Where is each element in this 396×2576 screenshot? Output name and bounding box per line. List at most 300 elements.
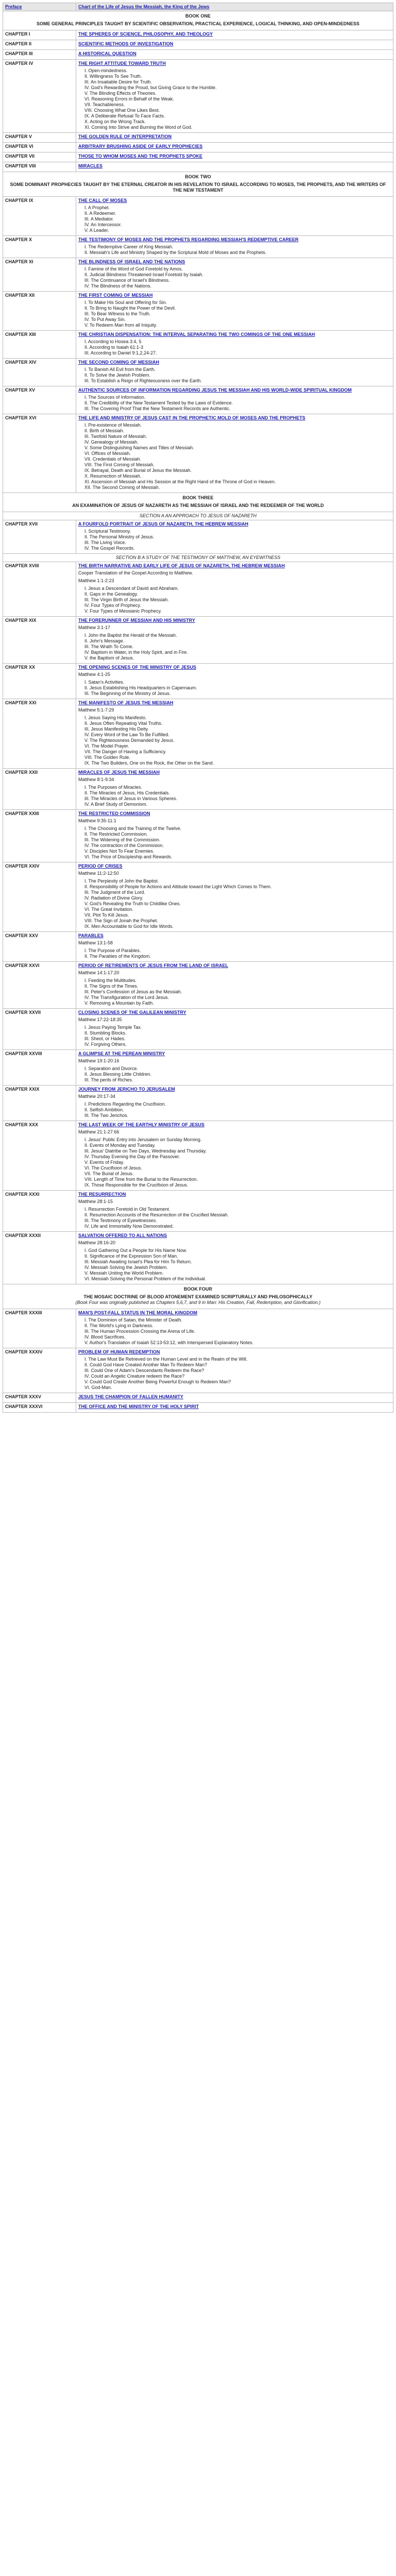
- list-item: V. the Baptism of Jesus.: [84, 655, 134, 660]
- list-item: III. The Covering Proof That the New Testament Records are Authentic.: [84, 406, 231, 411]
- chapter-scripture-ref: Matthew 17:22-18:35: [78, 1017, 122, 1022]
- list-item: IV. Genealogy of Messiah.: [84, 439, 139, 445]
- chapter-link[interactable]: THE BLINDNESS OF ISRAEL AND THE NATIONS: [78, 259, 185, 264]
- list-item: I. Jesus Saying His Manifesto.: [84, 715, 147, 720]
- toc-row: [3, 932, 393, 962]
- list-item: V. Events of Friday.: [84, 1160, 125, 1165]
- toc-row: [3, 236, 393, 258]
- list-item: IV. The Gospel Records.: [84, 546, 135, 551]
- list-item: II. Gaps in the Genealogy.: [84, 591, 138, 597]
- list-item: I. John the Baptist the Herald of the Messiah.: [84, 633, 177, 638]
- book-title: BOOK ONE: [185, 13, 211, 19]
- list-item: III. The Beginning of the Ministry of Jesus.: [84, 691, 171, 696]
- chapter-content: [76, 520, 393, 554]
- toc-row: [3, 258, 393, 292]
- list-item: II. Jesus Establishing His Headquarters in Capernaum.: [84, 685, 197, 690]
- chapter-label: CHAPTER III: [3, 50, 76, 60]
- toc-row: [3, 1086, 393, 1121]
- chapter-scripture-ref: Matthew 20:17-34: [78, 1094, 116, 1099]
- list-item: V. God's Revealing the Truth to Childlike Ones.: [84, 901, 181, 906]
- list-item: IV. Thursday Evening the Day of the Passover.: [84, 1154, 180, 1159]
- list-item: VII. The Burial of Jesus.: [84, 1171, 134, 1176]
- chapter-label: CHAPTER XIX: [3, 617, 76, 664]
- chapter-content: [76, 962, 393, 1009]
- list-item: II. Judicial Blindness Threatened Israel Foretold by Isaiah.: [84, 272, 203, 277]
- chapter-link[interactable]: THOSE TO WHOM MOSES AND THE PROPHETS SPOKE: [78, 154, 203, 159]
- chapter-link[interactable]: THE SPHERES OF SCIENCE, PHILOSOPHY, AND THEOLOGY: [78, 31, 213, 37]
- book-title: BOOK THREE: [182, 495, 214, 500]
- chapter-link[interactable]: THE LAST WEEK OF THE EARTHLY MINISTRY OF JESUS: [78, 1122, 205, 1127]
- chapter-items: [78, 205, 391, 233]
- chapter-label: CHAPTER XXXIII: [3, 1309, 76, 1348]
- book-subtitle: AN EXAMINATION OF JESUS OF NAZARETH AS THE MESSIAH OF ISRAEL AND THE REDEEMER OF THE WORLD: [72, 503, 324, 508]
- chapter-content: [76, 152, 393, 162]
- chapter-content: [76, 331, 393, 359]
- chapter-scripture-ref: Matthew 9:35-11:1: [78, 818, 116, 823]
- list-item: III. A Mediator.: [84, 216, 114, 222]
- chapter-items: [78, 785, 391, 807]
- chapter-link[interactable]: THE OPENING SCENES OF THE MINISTRY OF JESUS: [78, 665, 197, 670]
- list-item: IV. Messiah Solving the Jewish Problem.: [84, 1265, 168, 1270]
- list-item: V. Some Distinguishing Names and Titles of Messiah.: [84, 445, 194, 450]
- chapter-label: CHAPTER XX: [3, 664, 76, 699]
- chapter-items: [78, 1025, 391, 1047]
- toc-row: [3, 769, 393, 810]
- chapter-label: CHAPTER XXX: [3, 1121, 76, 1191]
- toc-row: [3, 143, 393, 152]
- list-item: VII. The Danger of Having a Sufficiency.: [84, 749, 167, 754]
- list-item: III. The Continuance of Israel's Blindness.: [84, 278, 170, 283]
- chapter-scripture-ref: Matthew 28:16-20: [78, 1240, 116, 1245]
- list-item: III. The Widening of the Commission.: [84, 837, 161, 842]
- list-item: II. To Bring to Naught the Power of the Devil.: [84, 306, 176, 311]
- list-item: IV. The Blindness of the Nations.: [84, 283, 152, 289]
- toc-row: [3, 493, 393, 512]
- chapter-link[interactable]: THE BIRTH NARRATIVE AND EARLY LIFE OF JESUS OF NAZARETH, THE HEBREW MESSIAH: [78, 563, 285, 568]
- list-item: III. To Bear Witness to the Truth.: [84, 311, 151, 316]
- chapter-label: CHAPTER XXVIII: [3, 1050, 76, 1086]
- chapter-scripture-ref: Matthew 3:1-17: [78, 625, 111, 630]
- chapter-content: [76, 1403, 393, 1413]
- chapter-link[interactable]: PARABLES: [78, 933, 104, 938]
- chapter-label: CHAPTER XXV: [3, 932, 76, 962]
- toc-row: [3, 172, 393, 197]
- toc-row: [3, 1348, 393, 1393]
- chapter-label: CHAPTER XVII: [3, 520, 76, 554]
- chapter-scripture-ref: Matthew 21:1-27:66: [78, 1129, 119, 1134]
- chapter-scripture-ref: Matthew 5:1-7:29: [78, 707, 114, 713]
- chapter-content: [76, 60, 393, 133]
- list-item: IX. The Two Builders, One on the Rock, the Other on the Sand.: [84, 760, 214, 766]
- list-item: I. Resurrection Foretold in Old Testament.: [84, 1207, 170, 1212]
- chapter-link[interactable]: A HISTORICAL QUESTION: [78, 51, 136, 56]
- list-item: I. Separation and Divorce.: [84, 1066, 139, 1071]
- list-item: VIII. Length of Time from the Burial to the Resurrection.: [84, 1177, 198, 1182]
- list-item: VII. Credentials of Messiah.: [84, 456, 142, 462]
- section-heading: SECTION A AN APPROACH TO JESUS OF NAZARETH: [3, 512, 393, 520]
- list-item: XII. The Second Coming of Messiah.: [84, 485, 160, 490]
- chapter-label: CHAPTER XXIV: [3, 862, 76, 932]
- list-item: VI. God-Man.: [84, 1385, 112, 1390]
- chapter-link[interactable]: THE SECOND COMING OF MESSIAH: [78, 360, 160, 365]
- chapter-label: CHAPTER XXXV: [3, 1393, 76, 1403]
- list-item: II. Resurrection Accounts of the Resurrection of the Crucified Messiah.: [84, 1212, 229, 1217]
- book-subtitle: THE MOSAIC DOCTRINE OF BLOOD ATONEMENT EXAMINED SCRIPTURALLY AND PHILOSOPHICALLY: [83, 1294, 313, 1299]
- list-item: II. Messiah's Life and Ministry Shaped by the Scriptural Mold of Moses and the Prophets.: [84, 250, 267, 255]
- chapter-label: CHAPTER IX: [3, 197, 76, 236]
- chapter-items: [78, 948, 391, 959]
- list-item: VI. The Great Invitation.: [84, 907, 133, 912]
- chapter-link[interactable]: THE TESTIMONY OF MOSES AND THE PROPHETS REGARDING MESSIAH'S REDEMPTIVE CAREER: [78, 237, 299, 242]
- chapter-items: [78, 1248, 391, 1282]
- list-item: IV. Every Word of the Law To Be Fulfilled.: [84, 732, 169, 737]
- chapter-content: [76, 1309, 393, 1348]
- chapter-link[interactable]: THE OFFICE AND THE MINISTRY OF THE HOLY SPIRIT: [78, 1404, 199, 1409]
- list-item: III. The Virgin Birth of Jesus the Messiah.: [84, 597, 169, 602]
- chapter-items: [78, 367, 391, 384]
- toc-row: [3, 1191, 393, 1232]
- chapter-items: [78, 244, 391, 256]
- chapter-link[interactable]: SALVATION OFFERED TO ALL NATIONS: [78, 1233, 167, 1238]
- chapter-link[interactable]: THE RESURRECTION: [78, 1192, 126, 1197]
- chapter-link[interactable]: MAN'S POST-FALL STATUS IN THE MORAL KINGDOM: [78, 1310, 197, 1315]
- list-item: I. Open-mindedness.: [84, 68, 128, 73]
- list-item: V. Disciples Not To Fear Enemies.: [84, 849, 154, 854]
- list-item: II. A Redeemer.: [84, 211, 116, 216]
- chapter-link[interactable]: THE GOLDEN RULE OF INTERPRETATION: [78, 134, 172, 139]
- chapter-link[interactable]: PERIOD OF CRISES: [78, 863, 123, 869]
- list-item: IV. The contraction of the Commission.: [84, 843, 164, 848]
- chapter-link[interactable]: JOURNEY FROM JERICHO TO JERUSALEM: [78, 1087, 175, 1092]
- toc-row: [3, 414, 393, 493]
- chapter-content: [76, 699, 393, 769]
- chapter-items: [78, 715, 391, 766]
- chapter-items: [78, 680, 391, 697]
- list-item: I. According to Hosea 3:4, 5: [84, 339, 142, 344]
- list-item: V. Four Types of Messianic Prophecy.: [84, 608, 162, 614]
- list-item: II. Stumbling Blocks.: [84, 1030, 127, 1036]
- list-item: II. Events of Monday and Tuesday.: [84, 1143, 156, 1148]
- list-item: II. Willingness To See Truth.: [84, 74, 142, 79]
- chapter-label: CHAPTER XXII: [3, 769, 76, 810]
- list-item: I. Scriptural Testimony.: [84, 529, 131, 534]
- list-item: IX. A Deliberate Refusal To Face Facts.: [84, 113, 165, 118]
- toc-row: [3, 520, 393, 554]
- chapter-link[interactable]: THE CALL OF MOSES: [78, 198, 127, 203]
- chapter-content: [76, 236, 393, 258]
- toc-row: [3, 292, 393, 331]
- chapter-label: CHAPTER XXXVI: [3, 1403, 76, 1413]
- chapter-items: [78, 633, 391, 661]
- chapter-link[interactable]: JESUS THE CHAMPION OF FALLEN HUMANITY: [78, 1394, 184, 1399]
- chapter-link[interactable]: ARBITRARY BRUSHING ASIDE OF EARLY PROPHECIES: [78, 144, 203, 149]
- chapter-link[interactable]: THE LIFE AND MINISTRY OF JESUS CAST IN THE PROPHETIC MOLD OF MOSES AND THE PROPHETS: [78, 415, 305, 420]
- chapter-label: CHAPTER XXIII: [3, 810, 76, 862]
- chapter-items: [78, 68, 391, 130]
- list-item: III. According to Daniel 9:1,2,24-27.: [84, 350, 157, 355]
- chapter-label: CHAPTER IV: [3, 60, 76, 133]
- chapter-content: [76, 617, 393, 664]
- list-item: IV. A Brief Study of Demonism.: [84, 802, 148, 807]
- toc-row: [3, 359, 393, 386]
- chapter-content: [76, 386, 393, 414]
- chapter-content: [76, 1121, 393, 1191]
- list-item: I. The Redemptive Career of King Messiah.: [84, 244, 174, 249]
- chapter-content: [76, 562, 393, 617]
- chart-cell: [76, 3, 393, 11]
- list-item: III. An Insatiable Desire for Truth.: [84, 79, 152, 84]
- chapter-label: CHAPTER II: [3, 40, 76, 50]
- toc-row: [3, 331, 393, 359]
- toc-body: [3, 3, 393, 1413]
- chapter-link[interactable]: THE RESTRICTED COMMISSION: [78, 811, 150, 816]
- chapter-scripture-ref: Matthew 11:2-12:50: [78, 871, 119, 876]
- list-item: I. The Sources of Information.: [84, 395, 146, 400]
- toc-row: [3, 152, 393, 162]
- list-item: II. Selfish Ambition.: [84, 1107, 124, 1112]
- chapter-label: CHAPTER XIV: [3, 359, 76, 386]
- toc-row: [3, 50, 393, 60]
- chapter-intro: Cooper Translation of the Gospel According to Matthew.: [78, 570, 193, 575]
- toc-header-row: [3, 3, 393, 11]
- list-item: II. The Miracles of Jesus, His Credentials.: [84, 790, 170, 795]
- list-item: III. Could One of Adam's Descendants Redeem the Race?: [84, 1368, 204, 1373]
- chapter-content: [76, 359, 393, 386]
- chapter-label: CHAPTER VIII: [3, 162, 76, 172]
- chapter-label: CHAPTER XXVI: [3, 962, 76, 1009]
- chapter-scripture-ref: Matthew 13:1-58: [78, 940, 113, 945]
- chapter-label: CHAPTER XXIX: [3, 1086, 76, 1121]
- chapter-link[interactable]: A FOURFOLD PORTRAIT OF JESUS OF NAZARETH, THE HEBREW MESSIAH: [78, 521, 249, 527]
- chapter-scripture-ref: Matthew 4:1-25: [78, 672, 111, 677]
- chapter-link[interactable]: PROBLEM OF HUMAN REDEMPTION: [78, 1349, 160, 1354]
- list-item: III. Sheol, or Hades.: [84, 1036, 126, 1041]
- list-item: IV. Life and Immortality Now Demonstrated.: [84, 1224, 174, 1229]
- chapter-content: [76, 769, 393, 810]
- chapter-link[interactable]: THE MANIFESTO OF JESUS THE MESSIAH: [78, 700, 174, 705]
- list-item: II. According to Isaiah 61:1-3: [84, 345, 144, 350]
- list-item: I. God Gathering Out a People for His Name Now.: [84, 1248, 187, 1253]
- list-item: II. Jesus Blessing Little Children.: [84, 1072, 152, 1077]
- chapter-label: CHAPTER XVIII: [3, 562, 76, 617]
- toc-row: [3, 11, 393, 30]
- chapter-link[interactable]: THE FORERUNNER OF MESSIAH AND HIS MINISTRY: [78, 618, 195, 623]
- list-item: III. To Establish a Reign of Righteousness over the Earth.: [84, 378, 202, 383]
- book-header-cell: [3, 11, 393, 30]
- toc-row: [3, 30, 393, 40]
- chapter-label: CHAPTER XIII: [3, 331, 76, 359]
- book-subtitle: SOME GENERAL PRINCIPLES TAUGHT BY SCIENTIFIC OBSERVATION, PRACTICAL EXPERIENCE, LOGICAL THINKING, AND OPEN-MINDEDNESS: [37, 21, 359, 26]
- list-item: III. Jesus' Diatribe on Two Days, Wednesday and Thursday.: [84, 1148, 207, 1154]
- chapter-link[interactable]: THE RIGHT ATTITUDE TOWARD TRUTH: [78, 61, 166, 66]
- list-item: III. Messiah Awaiting Israel's Plea for Him To Return.: [84, 1259, 192, 1264]
- list-item: I. To Make His Soul and Offering for Sin.: [84, 300, 167, 305]
- chapter-content: [76, 1393, 393, 1403]
- list-item: V. Messiah Uniting the World Problem.: [84, 1270, 164, 1276]
- list-item: IV. Could an Angelic Creature redeem the Race?: [84, 1374, 185, 1379]
- list-item: X. Resurrection of Messiah.: [84, 473, 142, 479]
- chapter-label: CHAPTER V: [3, 133, 76, 143]
- chapter-content: [76, 50, 393, 60]
- list-item: V. Author's Translation of Isaiah 52:13-53:12, with Interspersed Explanatory Notes.: [84, 1340, 254, 1345]
- list-item: IV. The Transfiguration of the Lord Jesus.: [84, 995, 169, 1000]
- list-item: V. The Blinding Effects of Theories.: [84, 91, 157, 96]
- list-item: II. Could God Have Created Another Man To Redeem Man?: [84, 1362, 207, 1367]
- list-item: III. The perils of Riches.: [84, 1077, 133, 1082]
- list-item: VI. The Model Prayer.: [84, 743, 129, 749]
- book-title: BOOK TWO: [185, 174, 211, 179]
- preface-link[interactable]: Preface: [5, 4, 22, 9]
- chapter-content: [76, 40, 393, 50]
- book-title: BOOK FOUR: [184, 1286, 212, 1292]
- list-item: V. A Leader.: [84, 228, 109, 233]
- toc-row: [3, 133, 393, 143]
- book-header-cell: [3, 1284, 393, 1309]
- list-item: II. Jesus Often Repeating Vital Truths.: [84, 721, 163, 726]
- chapter-items: [78, 422, 391, 490]
- chapter-label: CHAPTER XVI: [3, 414, 76, 493]
- chapter-label: CHAPTER XXXI: [3, 1191, 76, 1232]
- list-item: VIII. Choosing What One Likes Best.: [84, 108, 160, 113]
- book-note: (Book Four was originally published as Chapters 5,6,7, and 9 in Man: His Creation, Fall, Redemption, and Glorification.): [75, 1300, 321, 1305]
- list-item: II. Significance of the Expression Son of Man.: [84, 1253, 178, 1259]
- chapter-link[interactable]: THE FIRST COMING OF MESSIAH: [78, 293, 153, 298]
- list-item: VII. Teachableness.: [84, 102, 125, 107]
- chapter-content: [76, 932, 393, 962]
- toc-row: [3, 512, 393, 520]
- list-item: II. The World's Lying in Darkness.: [84, 1323, 153, 1328]
- list-item: III. Jesus Manifesting His Deity.: [84, 726, 149, 732]
- chapter-link[interactable]: PERIOD OF RETIREMENTS OF JESUS FROM THE LAND OF ISRAEL: [78, 963, 229, 968]
- chapter-content: [76, 197, 393, 236]
- chapter-link[interactable]: THE CHRISTIAN DISPENSATION: THE INTERVAL SEPARATING THE TWO COMINGS OF THE ONE MESSIAH: [78, 332, 315, 337]
- toc-row: [3, 386, 393, 414]
- chapter-items: [78, 339, 391, 356]
- toc-row: [3, 617, 393, 664]
- toc-row: [3, 1009, 393, 1050]
- chapter-content: [76, 810, 393, 862]
- toc-row: [3, 699, 393, 769]
- chapter-scripture-ref: Matthew 1:1-2:23: [78, 578, 114, 583]
- list-item: VII. Plot To Kill Jesus.: [84, 912, 129, 918]
- chapter-scripture-ref: Matthew 19:1-20:16: [78, 1058, 119, 1063]
- chapter-content: [76, 30, 393, 40]
- list-item: I. The Purpose of Parables.: [84, 948, 141, 953]
- toc-row: [3, 1403, 393, 1413]
- book-header-cell: [3, 172, 393, 197]
- list-item: IV. To Put Away Sin.: [84, 317, 126, 322]
- list-item: IV. Four Types of Prophecy.: [84, 603, 141, 608]
- chapter-content: [76, 292, 393, 331]
- list-item: III. The Testimony of Eyewitnesses.: [84, 1218, 157, 1223]
- list-item: VI. Offices of Messiah.: [84, 451, 131, 456]
- chapter-items: [78, 266, 391, 289]
- list-item: I. To Banish All Evil from the Earth.: [84, 367, 156, 372]
- list-item: IV. Baptism in Water, in the Holy Spirit, and in Fire.: [84, 650, 188, 655]
- chapter-items: [78, 826, 391, 860]
- list-item: II. The Personal Ministry of Jesus.: [84, 534, 154, 539]
- chart-link[interactable]: Chart of the Life of Jesus the Messiah, the King of the Jews: [78, 4, 210, 9]
- chapter-content: [76, 133, 393, 143]
- chapter-content: [76, 414, 393, 493]
- chapter-scripture-ref: Matthew 8:1-9:34: [78, 777, 114, 782]
- chapter-link[interactable]: CLOSING SCENES OF THE GALILEAN MINISTRY: [78, 1010, 186, 1015]
- chapter-items: [78, 1101, 391, 1118]
- chapter-link[interactable]: MIRACLES: [78, 163, 102, 168]
- chapter-items: [78, 1066, 391, 1083]
- list-item: III. The Wrath To Come.: [84, 644, 134, 649]
- list-item: V. The Righteousness Demanded by Jesus.: [84, 738, 175, 743]
- chapter-scripture-ref: Matthew 14:1-17:20: [78, 970, 119, 975]
- chapter-link[interactable]: MIRACLES OF JESUS THE MESSIAH: [78, 770, 160, 775]
- list-item: V. Could God Create Another Being Powerful Enough to Redeem Man?: [84, 1379, 231, 1384]
- list-item: II. The Signs of the Times.: [84, 984, 139, 989]
- list-item: III. The Two Jerichos.: [84, 1113, 129, 1118]
- toc-row: [3, 162, 393, 172]
- list-item: I. Pre-existence of Messiah.: [84, 422, 142, 428]
- list-item: VIII. The First Coming of Messiah.: [84, 462, 154, 467]
- list-item: I. Predictions Regarding the Crucifixion.: [84, 1101, 166, 1107]
- toc-row: [3, 554, 393, 562]
- list-item: II. The Credibility of the New Testament Tested by the Laws of Evidence.: [84, 400, 233, 405]
- chapter-content: [76, 1232, 393, 1284]
- chapter-items: [78, 529, 391, 551]
- toc-row: [3, 1050, 393, 1086]
- section-heading: SECTION B A STUDY OF THE TESTIMONY OF MATTHEW, AN EYEWITNESS: [3, 554, 393, 562]
- list-item: IV. An Intercessor.: [84, 222, 122, 227]
- toc-row: [3, 962, 393, 1009]
- list-item: III. Twofold Nature of Messiah.: [84, 434, 147, 439]
- list-item: IX. Betrayal, Death and Burial of Jesus the Messiah.: [84, 468, 192, 473]
- chapter-content: [76, 862, 393, 932]
- list-item: I. The Perplexity of John the Baptist.: [84, 878, 159, 884]
- chapter-items: [78, 1137, 391, 1188]
- list-item: VI. Messiah Solving the Personal Problem of the Individual.: [84, 1276, 206, 1281]
- toc-row: [3, 810, 393, 862]
- chapter-link[interactable]: AUTHENTIC SOURCES OF INFORMATION REGARDING JESUS THE MESSIAH AND HIS WORLD-WIDE SPIRITUAL KINGDOM: [78, 387, 352, 393]
- chapter-label: CHAPTER XXXIV: [3, 1348, 76, 1393]
- list-item: IV. God's Rewarding the Proud, but Giving Grace to the Humble.: [84, 85, 217, 90]
- list-item: I. The Purposes of Miracles.: [84, 785, 142, 790]
- table-of-contents: [3, 3, 393, 1413]
- list-item: I. The Law Must Be Retrieved on the Human Level and in the Realm of the Will.: [84, 1357, 248, 1362]
- chapter-items: [78, 1357, 391, 1391]
- chapter-link[interactable]: SCIENTIFIC METHODS OF INVESTIGATION: [78, 41, 174, 46]
- chapter-items: [78, 1207, 391, 1229]
- list-item: XI. Coming Into Strive and Burning the Word of God.: [84, 125, 193, 130]
- list-item: VI. The Price of Discipleship and Rewards.: [84, 854, 173, 859]
- list-item: I. A Prophet.: [84, 205, 110, 210]
- toc-row: [3, 1393, 393, 1403]
- list-item: IX. Men Accountable to God for Idle Words.: [84, 924, 174, 929]
- list-item: I. Satan's Activities.: [84, 680, 125, 685]
- list-item: VIII. The Golden Rule.: [84, 755, 130, 760]
- list-item: XI. Ascension of Messiah and His Session at the Right Hand of the Throne of God in Heaven.: [84, 479, 276, 484]
- chapter-content: [76, 258, 393, 292]
- list-item: V. Removing a Mountain by Faith.: [84, 1001, 154, 1006]
- chapter-items: [78, 1317, 391, 1346]
- chapter-items: [78, 978, 391, 1006]
- chapter-label: CHAPTER VII: [3, 152, 76, 162]
- chapter-label: CHAPTER XII: [3, 292, 76, 331]
- chapter-content: [76, 1050, 393, 1086]
- toc-row: [3, 862, 393, 932]
- chapter-items: [78, 586, 391, 614]
- chapter-label: CHAPTER X: [3, 236, 76, 258]
- chapter-link[interactable]: A GLIMPSE AT THE PEREAN MINISTRY: [78, 1051, 165, 1056]
- chapter-label: CHAPTER XXXII: [3, 1232, 76, 1284]
- chapter-label: CHAPTER XXVII: [3, 1009, 76, 1050]
